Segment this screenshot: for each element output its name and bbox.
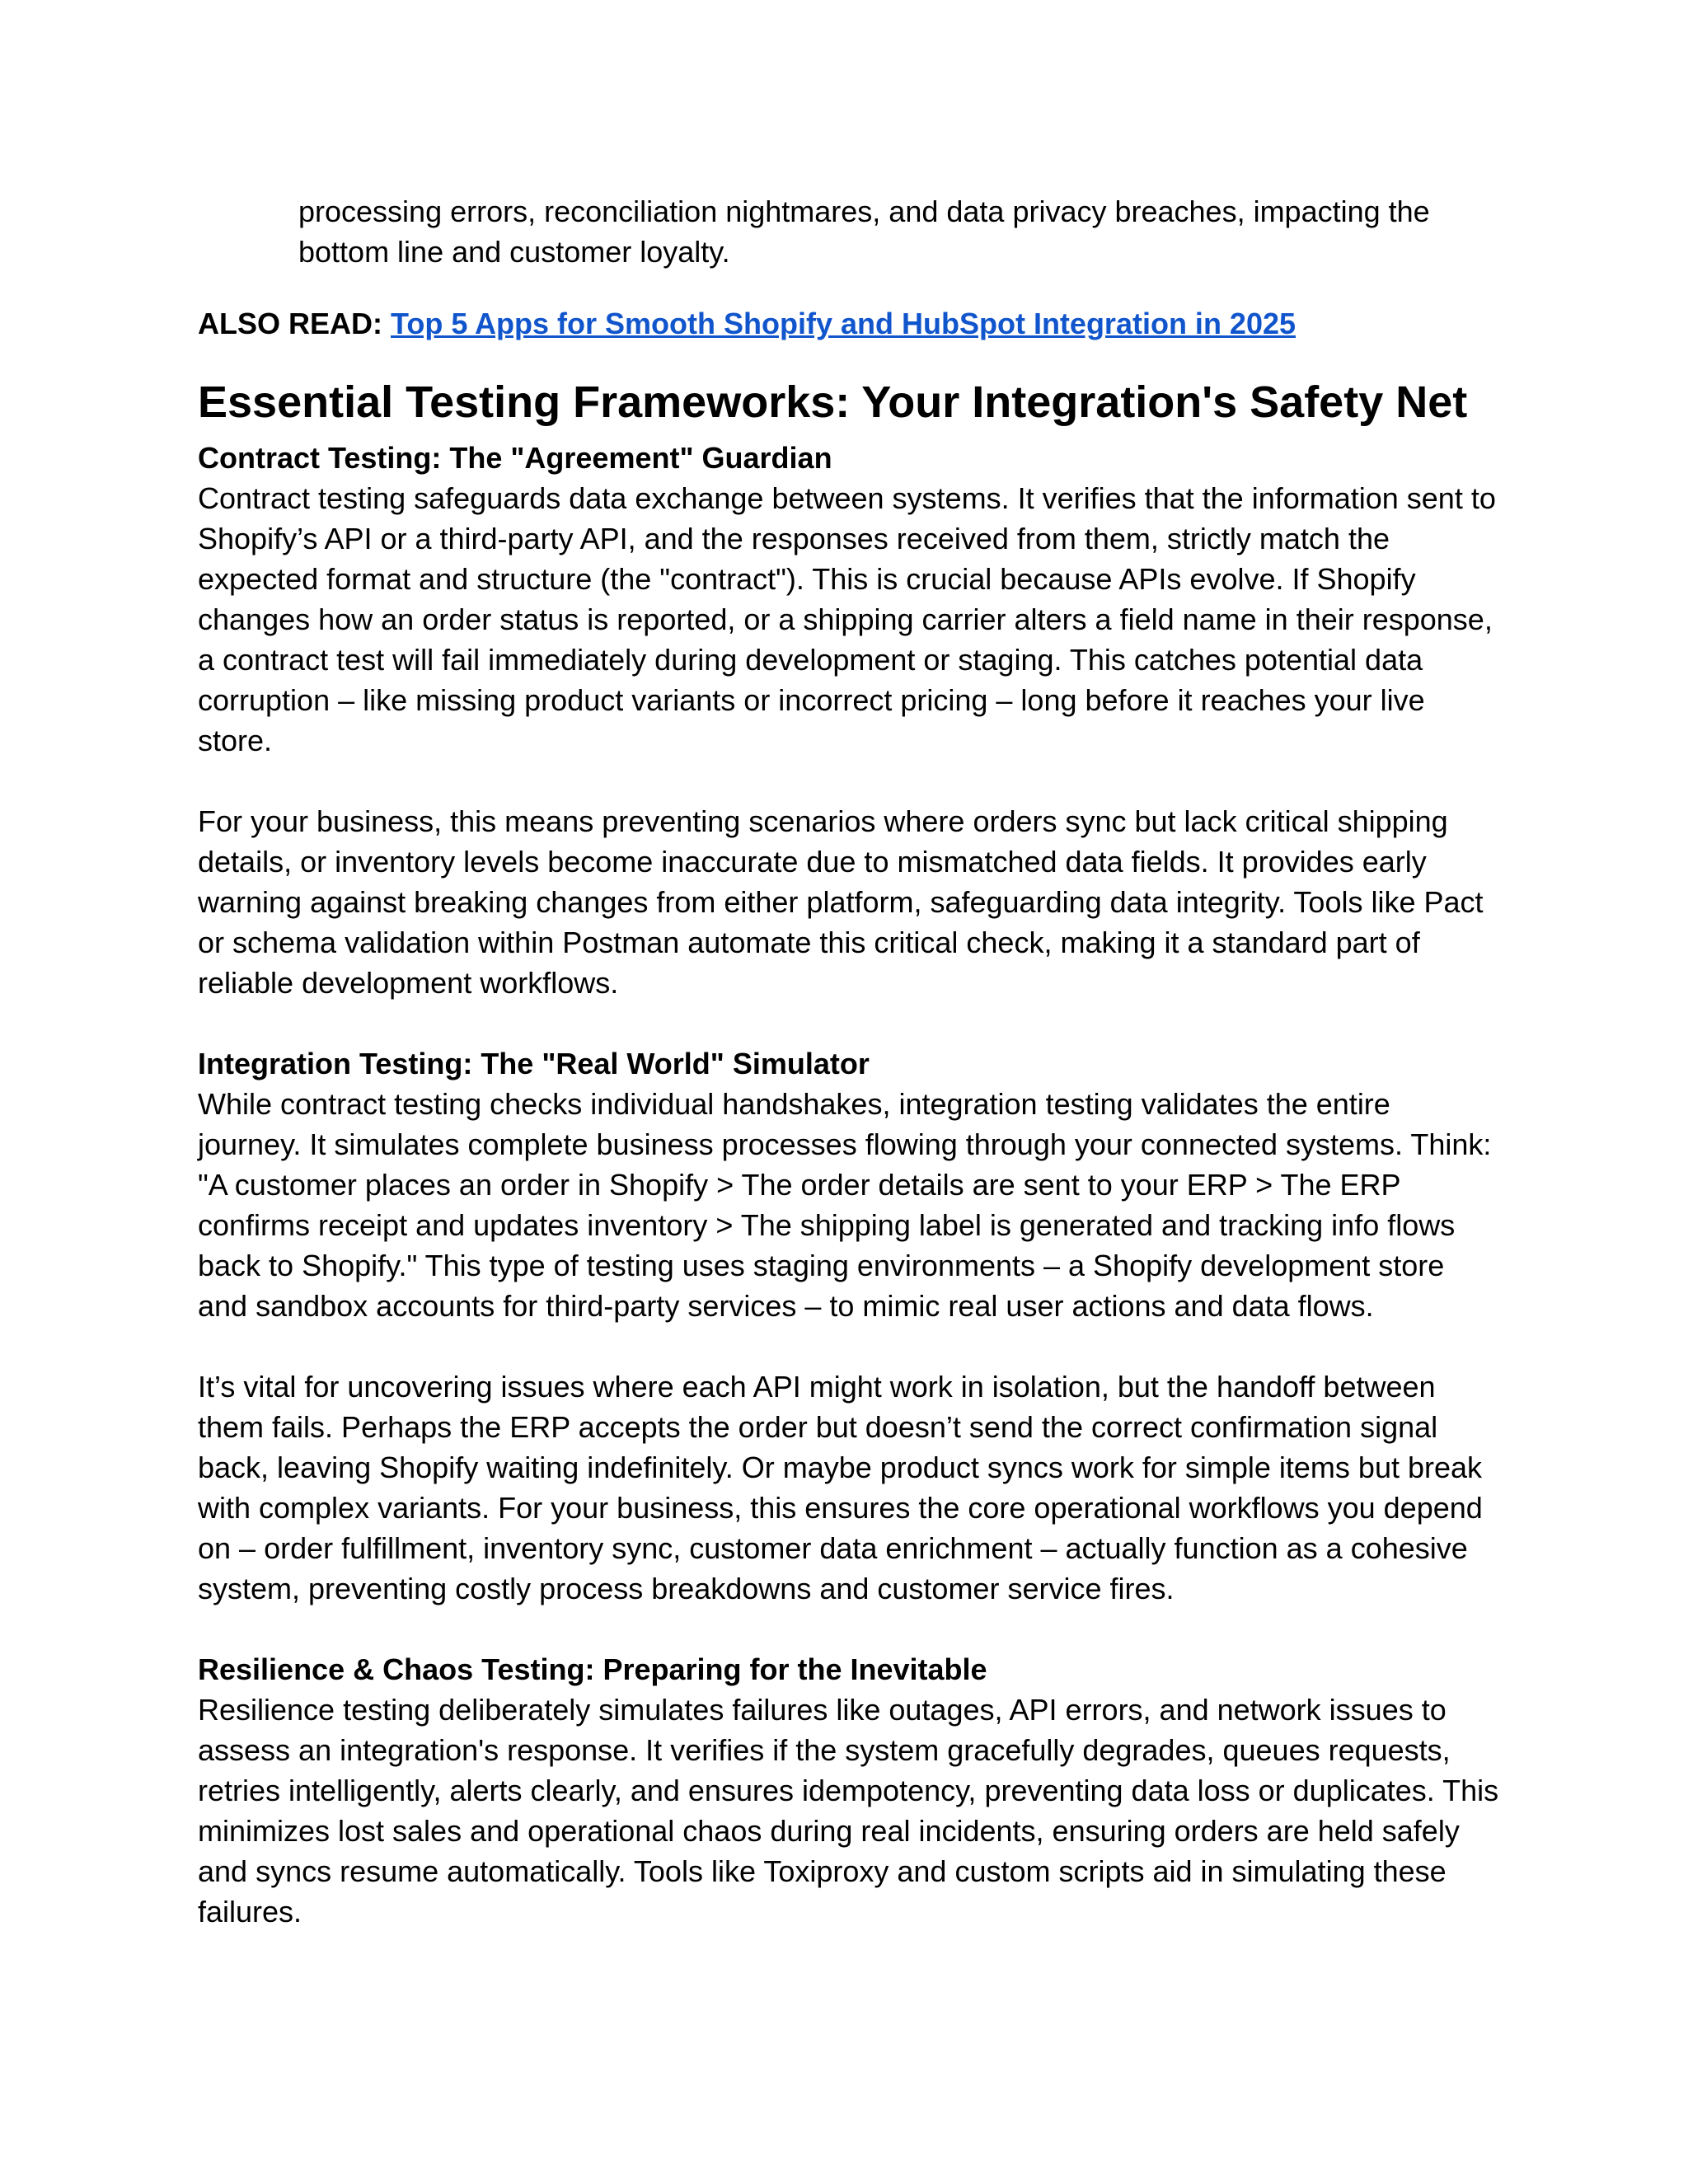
section-paragraph: For your business, this means preventing scenarios where orders sync but lack critical shipping details, or inventory levels become inaccurate due to mismatched data fields. It provides early warning against breaking changes from either platform, safeguarding data integrity. Tools like Pact or schema validation within Postman automate this critical check, making it a standard part of reliable development workflows. <box>198 804 1484 1000</box>
main-heading: Essential Testing Frameworks: Your Integration's Safety Net <box>198 377 1468 427</box>
section-title: Resilience & Chaos Testing: Preparing for the Inevitable <box>198 1652 987 1686</box>
section-paragraph: It’s vital for uncovering issues where each API might work in isolation, but the handoff between them fails. Perhaps the ERP accepts the order but doesn’t send the correct confirmation signal back, leaving Shopify waiting indefinitely. Or maybe product syncs work for simple items but break with complex variants. For your business, this ensures the core operational workflows you depend on – order fulfillment, inventory sync, customer data enrichment – actually function as a cohesive system, preventing costly process breakdowns and customer service fires. <box>198 1370 1483 1605</box>
section-resilience-testing <box>198 1649 1500 1932</box>
section-title: Integration Testing: The "Real World" Simulator <box>198 1047 870 1080</box>
section-integration-testing <box>198 1043 1500 1609</box>
also-read-link[interactable]: Top 5 Apps for Smooth Shopify and HubSpot Integration in 2025 <box>391 307 1296 340</box>
section-paragraph: Contract testing safeguards data exchange between systems. It verifies that the information sent to Shopify’s API or a third-party API, and the responses received from them, strictly match the expected format and structure (the "contract"). This is crucial because APIs evolve. If Shopify changes how an order status is reported, or a shipping carrier alters a field name in their response, a contract test will fail immediately during development or staging. This catches potential data corruption – like missing product variants or incorrect pricing – long before it reaches your live store. <box>198 481 1496 757</box>
section-paragraph: Resilience testing deliberately simulates failures like outages, API errors, and network issues to assess an integration's response. It verifies if the system gracefully degrades, queues requests, retries intelligently, alerts clearly, and ensures idempotency, preventing data loss or duplicates. This minimizes lost sales and operational chaos during real incidents, ensuring orders are held safely and syncs resume automatically. Tools like Toxiproxy and custom scripts aid in simulating these failures. <box>198 1693 1499 1929</box>
also-read-label: ALSO READ: <box>198 307 382 340</box>
document-content <box>198 191 1500 1932</box>
section-paragraph: While contract testing checks individual handshakes, integration testing validates the entire journey. It simulates complete business processes flowing through your connected systems. Think: "A customer places an order in Shopify > The order details are sent to your ERP > The ERP confirms receipt and updates inventory > The shipping label is generated and tracking info flows back to Shopify." This type of testing uses staging environments – a Shopify development store and sandbox accounts for third-party services – to mimic real user actions and data flows. <box>198 1087 1492 1323</box>
section-title: Contract Testing: The "Agreement" Guardian <box>198 441 832 475</box>
section-contract-testing <box>198 438 1500 1003</box>
also-read-line <box>198 303 1500 344</box>
intro-continued-text: processing errors, reconciliation nightmares, and data privacy breaches, impacting the bottom line and customer loyalty. <box>298 194 1430 269</box>
